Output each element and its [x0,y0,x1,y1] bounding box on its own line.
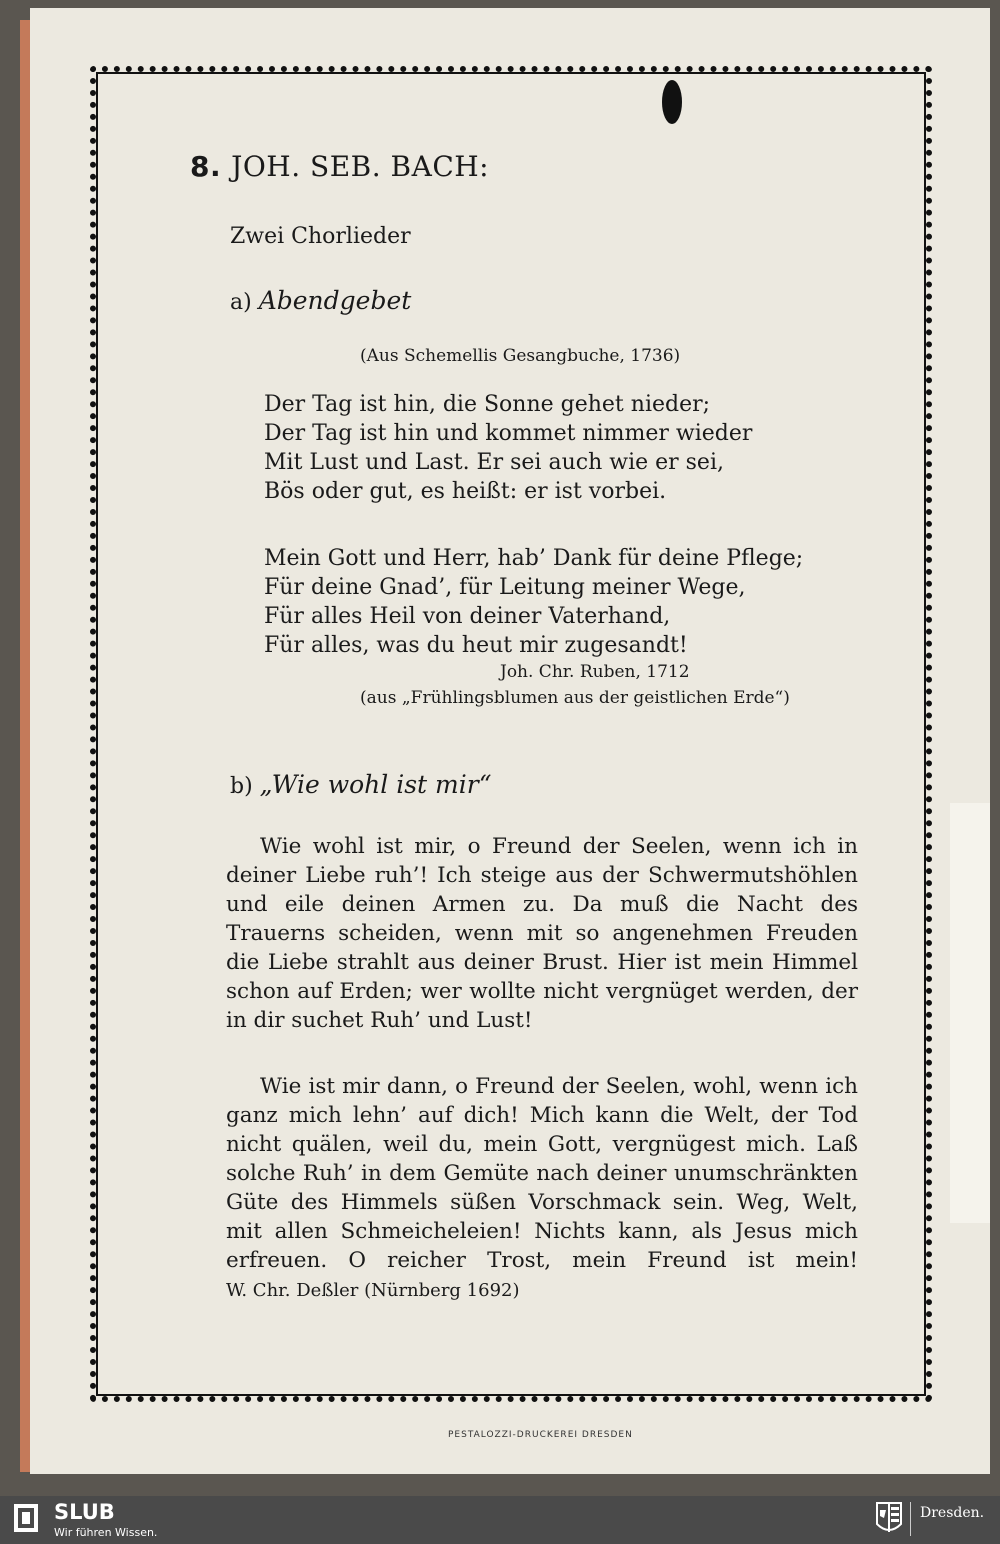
song-b-paragraph-2-text: Wie ist mir dann, o Freund der Seelen, wohl, wenn ich ganz mich lehn’ auf dich! Mich kann die Welt, der Tod nicht quälen, weil du, mein Gott, vergnügest mich. Laß solche Ruh’ in dem Gemüte nach deiner unumschränkten Güte des Himmels süßen Vorschmack sein. Weg, Welt, mit allen Schmeicheleien! Nichts kann, als Jesus mich erfreuen. O reicher Trost, mein Freund ist mein! [226,1074,858,1273]
song-a-title [230,286,411,315]
dresden-coat-of-arms-icon [876,1502,902,1536]
song-b-paragraph-2 [226,1072,858,1305]
entry-heading [190,150,489,183]
document-page [30,8,990,1474]
verse-line: Für deine Gnad’, für Leitung meiner Wege, [264,575,746,600]
paper-strip [950,803,990,1223]
verse-line: Für alles Heil von deiner Vaterhand, [264,604,671,629]
entry-number: 8. [190,150,222,183]
song-b-paragraph-1: Wie wohl ist mir, o Freund der Seelen, wenn ich in deiner Liebe ruh’! Ich steige aus der Schwermutshöhlen und eile deinen Armen zu. Da muß die Nacht des Trauerns scheiden, wenn mit so angenehmen Freuden die Liebe strahlt aus deiner Brust. Hier ist mein Himmel schon auf Erden; wer wollte nicht vergnüget werden, der in dir suchet Ruh’ und Lust! [226,834,858,1033]
song-a-stanza-1 [264,390,752,506]
verse-line: Der Tag ist hin, die Sonne gehet nieder; [264,392,711,417]
footer-separator [910,1502,911,1536]
song-a-author: Joh. Chr. Ruben, 1712 [500,662,690,682]
library-name: SLUB [54,1500,115,1524]
song-b-title [230,770,491,799]
song-a-name: Abendgebet [258,286,412,315]
printer-imprint: PESTALOZZI-DRUCKEREI DRESDEN [448,1430,633,1440]
slub-logo-icon [14,1504,38,1532]
song-a-marker: a) [230,290,252,315]
verse-line: Für alles, was du heut mir zugesandt! [264,633,688,658]
song-b-signature: W. Chr. Deßler (Nürnberg 1692) [226,1280,520,1301]
footer-bar [0,1496,1000,1544]
verse-line: Bös oder gut, es heißt: er ist vorbei. [264,479,667,504]
work-subtitle: Zwei Chorlieder [230,224,411,249]
composer-name: JOH. SEB. BACH: [231,150,490,183]
song-b-name: „Wie wohl ist mir“ [259,770,492,799]
song-a-book: (aus „Frühlingsblumen aus der geistlichen Erde“) [360,688,790,708]
verse-line: Der Tag ist hin und kommet nimmer wieder [264,421,753,446]
song-a-source: (Aus Schemellis Gesangbuche, 1736) [360,346,681,366]
song-a-stanza-2 [264,544,803,660]
city-logo-text: Dresden. [920,1505,985,1521]
verse-line: Mit Lust und Last. Er sei auch wie er sei, [264,450,724,475]
library-claim: Wir führen Wissen. [54,1526,158,1539]
verse-line: Mein Gott und Herr, hab’ Dank für deine Pflege; [264,546,804,571]
song-b-marker: b) [230,774,253,799]
